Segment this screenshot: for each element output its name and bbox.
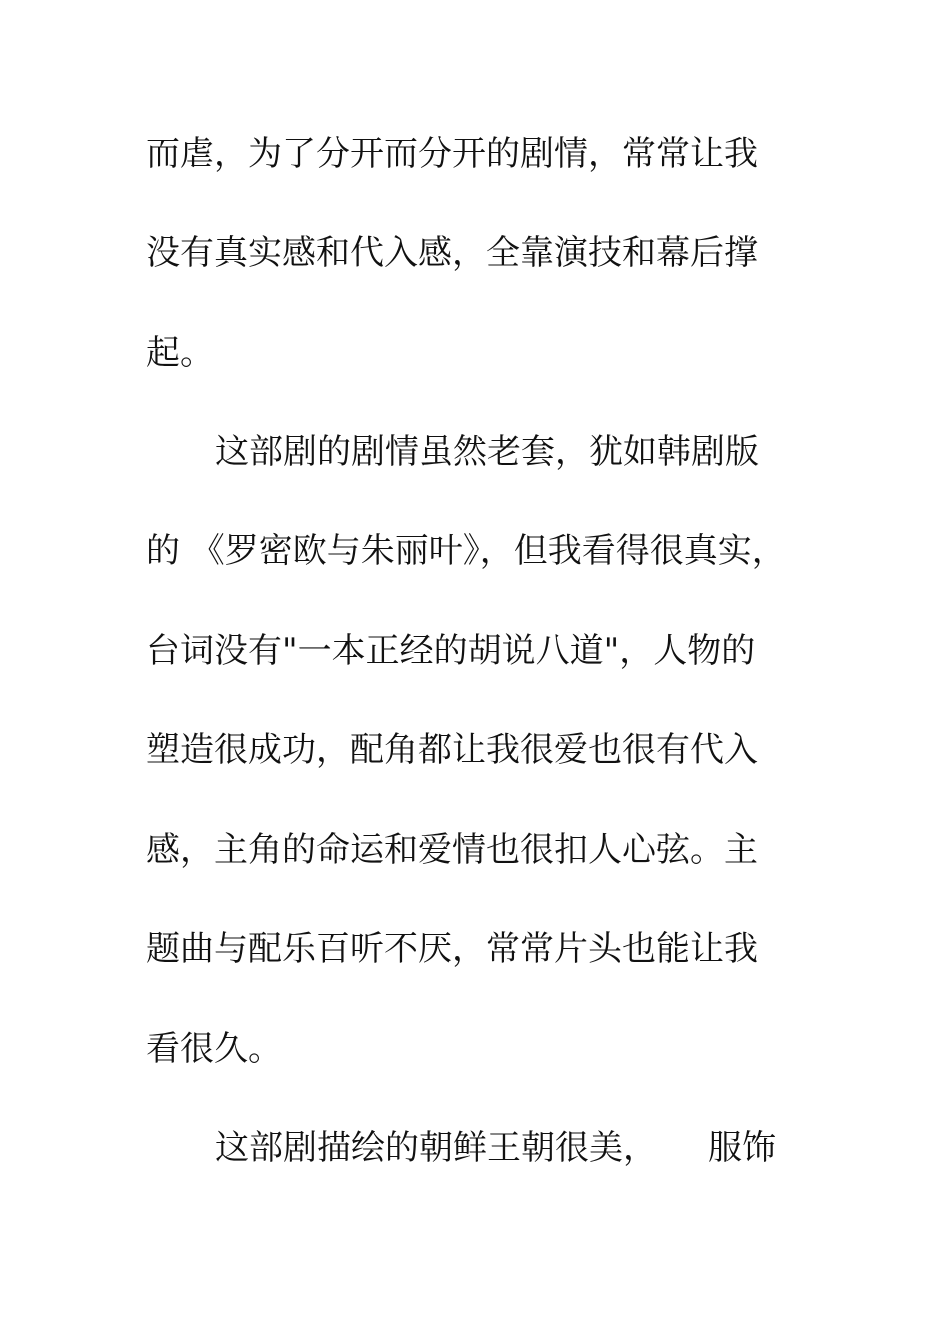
paragraph-2-line-7: 看很久。 xyxy=(146,1029,282,1069)
text-line-1: 而虐，为了分开而分开的剧情，常常让我 xyxy=(146,134,758,174)
paragraph-2-line-6: 题曲与配乐百听不厌，常常片头也能让我 xyxy=(146,929,758,969)
text-line-3: 起。 xyxy=(146,333,214,373)
paragraph-2-line-2: 的 《罗密欧与朱丽叶》，但我看得很真实， xyxy=(146,531,786,571)
paragraph-3-line-1: 这部剧描绘的朝鲜王朝很美， 服饰 xyxy=(215,1128,776,1168)
paragraph-2-line-1: 这部剧的剧情虽然老套，犹如韩剧版 xyxy=(215,432,759,472)
paragraph-2-line-3: 台词没有"一本正经的胡说八道"，人物的 xyxy=(146,631,756,671)
paragraph-2-line-4: 塑造很成功，配角都让我很爱也很有代入 xyxy=(146,730,758,770)
paragraph-2-line-5: 感，主角的命运和爱情也很扣人心弦。主 xyxy=(146,830,758,870)
text-line-2: 没有真实感和代入感，全靠演技和幕后撑 xyxy=(146,233,758,273)
